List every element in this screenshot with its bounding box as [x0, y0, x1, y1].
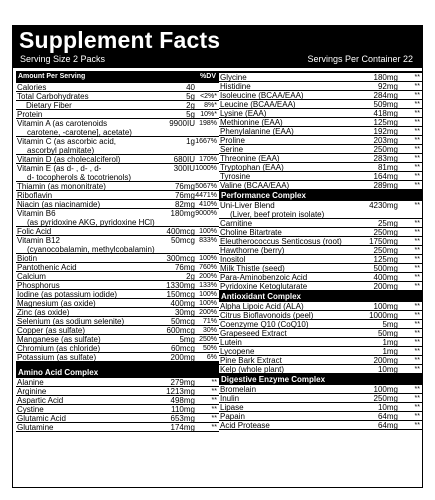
nutrient-row: [219, 385, 422, 394]
nutrient-amount: 110mg: [171, 405, 195, 414]
nutrient-dv: 50%: [202, 345, 217, 352]
nutrient-amount: 5g: [186, 110, 195, 119]
nutrient-name: Dietary Fiber: [26, 101, 72, 110]
nutrient-row: [219, 163, 422, 172]
nutrient-row: [219, 201, 422, 219]
nutrient-dv: 170%: [199, 156, 217, 163]
nutrient-row: [219, 273, 422, 282]
nutrient-name: Alanine: [17, 378, 44, 387]
nutrient-row: [16, 200, 219, 209]
nutrient-row: [16, 92, 219, 101]
nutrient-dv: 410%: [199, 201, 217, 208]
nutrient-amount: 2g: [186, 272, 195, 281]
nutrient-name: Para-Aminobenzoic Acid: [220, 273, 308, 282]
nutrient-row: [16, 335, 219, 344]
nutrient-dv: **: [414, 348, 420, 355]
nutrient-dv: 198%: [199, 120, 217, 127]
nutrient-amount: 180mg: [170, 209, 195, 218]
nutrient-dv: **: [211, 388, 217, 395]
nutrient-row: [219, 172, 422, 181]
nutrient-row: [16, 182, 219, 191]
nutrient-amount: 289mg: [373, 181, 398, 190]
nutrient-row: [219, 356, 422, 365]
nutrient-name: Inositol: [220, 255, 246, 264]
nutrient-name: Iodine (as potassium iodide): [17, 290, 118, 299]
nutrient-amount: 60mcg: [170, 344, 195, 353]
nutrient-amount: 1000mg: [369, 311, 398, 320]
nutrient-amount: 2g: [186, 101, 195, 110]
nutrient-name: Vitamin E (as d- , d- , d-: [17, 164, 102, 173]
nutrient-name: Vitamin C (as ascorbic acid,: [17, 137, 116, 146]
nutrient-name: Proline: [220, 136, 245, 145]
nutrient-dv: 71%: [202, 318, 217, 325]
nutrient-dv: 760%: [199, 264, 217, 271]
nutrient-name: Uni-Liver Blend: [220, 201, 275, 210]
nutrient-row: [16, 272, 219, 281]
nutrient-amount: 203mg: [373, 136, 398, 145]
nutrient-row: [219, 338, 422, 347]
nutrient-row: [219, 394, 422, 403]
nutrient-name: Alpha Lipoic Acid (ALA): [220, 302, 304, 311]
nutrient-dv: 1667%: [195, 138, 217, 145]
nutrient-row: [219, 73, 422, 82]
supplement-facts-panel: [12, 25, 423, 488]
nutrient-dv: <2%*: [200, 93, 217, 100]
panel-title: Supplement Facts: [19, 27, 221, 53]
nutrient-row: [219, 320, 422, 329]
nutrient-dv: **: [211, 406, 217, 413]
nutrient-name-continued: carotene, -carotene], acetate): [27, 128, 132, 137]
nutrient-dv: 833%: [199, 237, 217, 244]
nutrient-dv: **: [414, 256, 420, 263]
nutrient-row: [16, 263, 219, 272]
nutrient-dv: **: [414, 321, 420, 328]
nutrient-name: Lipase: [220, 403, 244, 412]
nutrient-amount: 279mg: [170, 378, 195, 387]
nutrient-dv: 250%: [199, 336, 217, 343]
nutrient-row: [219, 145, 422, 154]
nutrient-name: Arginine: [17, 387, 47, 396]
nutrient-name: Magnesium (as oxide): [17, 299, 96, 308]
nutrient-name: Niacin (as niacinamide): [17, 200, 101, 209]
nutrient-dv: **: [414, 265, 420, 272]
nutrient-dv: 5067%: [195, 183, 217, 190]
nutrient-row: [16, 378, 219, 387]
nutrient-dv: **: [414, 202, 420, 209]
nutrient-name: Inulin: [220, 394, 240, 403]
nutrient-name: Zinc (as oxide): [17, 308, 70, 317]
nutrient-name: Vitamin A (as carotenoids: [17, 119, 108, 128]
nutrient-dv: **: [211, 379, 217, 386]
nutrient-dv: **: [414, 303, 420, 310]
nutrient-row: [219, 264, 422, 273]
nutrient-dv: **: [211, 397, 217, 404]
vitamins-minerals-list: [16, 83, 219, 362]
nutrient-row: [16, 110, 219, 119]
nutrient-row: [16, 353, 219, 362]
nutrient-dv: **: [211, 415, 217, 422]
nutrient-dv: 100%: [199, 228, 217, 235]
nutrient-row: [219, 329, 422, 338]
nutrient-row: [16, 281, 219, 290]
nutrient-dv: **: [414, 229, 420, 236]
nutrient-name: Vitamin B6: [17, 209, 56, 218]
nutrient-row: [16, 405, 219, 414]
left-column: [16, 71, 219, 432]
nutrient-row: [219, 421, 422, 430]
nutrient-row: [219, 100, 422, 109]
nutrient-name: Vitamin D (as cholecalciferol): [17, 155, 121, 164]
nutrient-row: [16, 209, 219, 227]
nutrient-name: Pantothenic Acid: [17, 263, 77, 272]
nutrient-amount: 92mg: [377, 82, 398, 91]
nutrient-name: Riboflavin: [17, 191, 53, 200]
nutrient-amount: 50mcg: [170, 236, 195, 245]
nutrient-dv: 6%: [206, 354, 217, 361]
nutrient-row: [219, 246, 422, 255]
nutrient-amount: 76mg: [174, 263, 195, 272]
nutrient-row: [16, 326, 219, 335]
nutrient-name: Calcium: [17, 272, 46, 281]
panel-header: [13, 26, 422, 68]
nutrient-amount: 125mg: [373, 118, 398, 127]
nutrient-row: [16, 414, 219, 423]
nutrient-name: Selenium (as sodium selenite): [17, 317, 125, 326]
nutrient-dv: **: [414, 155, 420, 162]
nutrient-amount: 1213mg: [166, 387, 195, 396]
nutrient-name: Coenzyme Q10 (CoQ10): [220, 320, 309, 329]
nutrient-row: [16, 396, 219, 405]
nutrient-amount: 64mg: [377, 421, 398, 430]
nutrient-row: [219, 136, 422, 145]
nutrient-name: Copper (as sulfate): [17, 326, 86, 335]
nutrient-dv: 100%: [199, 255, 217, 262]
nutrient-dv: 200%: [199, 309, 217, 316]
nutrient-dv: **: [414, 330, 420, 337]
nutrient-amount: 100mg: [373, 302, 398, 311]
nutrient-amount: 150mcg: [166, 290, 195, 299]
nutrient-amount: 100mg: [373, 385, 398, 394]
nutrient-amount: 1mg: [382, 347, 398, 356]
nutrient-dv: **: [414, 238, 420, 245]
nutrient-row: [219, 181, 422, 190]
nutrient-row: [219, 118, 422, 127]
nutrient-name: Folic Acid: [17, 227, 52, 236]
nutrient-name: Kelp (whole plant): [220, 365, 285, 374]
nutrient-amount: 50mcg: [170, 317, 195, 326]
nutrient-row: [16, 344, 219, 353]
nutrient-amount: 284mg: [373, 91, 398, 100]
nutrient-dv: 200%: [199, 273, 217, 280]
nutrient-name: Carnitine: [220, 219, 253, 228]
nutrient-row: [219, 154, 422, 163]
nutrient-name: Pine Bark Extract: [220, 356, 282, 365]
nutrient-amount: 81mg: [377, 163, 398, 172]
nutrient-row: [219, 302, 422, 311]
nutrient-amount: 250mg: [373, 246, 398, 255]
nutrient-row: [16, 236, 219, 254]
nutrient-amount: 250mg: [373, 228, 398, 237]
nutrient-name: Threonine (EAA): [220, 154, 280, 163]
nutrient-dv: **: [414, 366, 420, 373]
nutrient-dv: **: [414, 110, 420, 117]
nutrient-name: Histidine: [220, 82, 251, 91]
nutrient-row: [16, 164, 219, 182]
nutrient-name: Valine (BCAA/EAA): [220, 181, 290, 190]
nutrient-name: Glycine: [220, 73, 247, 82]
nutrient-row: [16, 137, 219, 155]
nutrient-name: Thiamin (as mononitrate): [17, 182, 106, 191]
nutrient-amount: 509mg: [373, 100, 398, 109]
nutrient-row: [219, 311, 422, 320]
nutrient-dv: **: [414, 119, 420, 126]
nutrient-amount: 283mg: [373, 154, 398, 163]
nutrient-row: [219, 365, 422, 374]
nutrient-row: [219, 412, 422, 421]
amino-acid-list-continued: [219, 73, 422, 190]
nutrient-name: Grapeseed Extract: [220, 329, 287, 338]
nutrient-amount: 400mcg: [166, 227, 195, 236]
nutrient-amount: 300IU: [173, 164, 195, 173]
nutrient-row: [219, 219, 422, 228]
nutrient-dv: **: [414, 339, 420, 346]
nutrient-dv: **: [414, 395, 420, 402]
nutrient-dv: **: [414, 173, 420, 180]
nutrient-name: Lycopene: [220, 347, 255, 356]
nutrient-dv: **: [414, 220, 420, 227]
nutrient-row: [219, 282, 422, 291]
nutrient-dv: **: [414, 101, 420, 108]
nutrient-row: [219, 403, 422, 412]
nutrient-name: Serine: [220, 145, 244, 154]
nutrient-amount: 500mg: [373, 264, 398, 273]
nutrient-name: Aspartic Acid: [17, 396, 64, 405]
nutrient-amount: 5g: [186, 92, 195, 101]
nutrient-name: Potassium (as sulfate): [17, 353, 97, 362]
nutrient-dv: 10%*: [200, 111, 217, 118]
nutrient-name: Papain: [220, 412, 245, 421]
nutrient-amount: 498mg: [170, 396, 195, 405]
nutrient-row: [16, 308, 219, 317]
nutrient-name: Tyrosine: [220, 172, 251, 181]
nutrient-amount: 4230mg: [369, 201, 398, 210]
right-column: [219, 71, 422, 430]
nutrient-row: [16, 317, 219, 326]
nutrient-amount: 1330mg: [166, 281, 195, 290]
nutrient-amount: 680IU: [173, 155, 195, 164]
nutrient-amount: 30mg: [174, 308, 195, 317]
nutrient-dv: **: [414, 312, 420, 319]
nutrient-dv: **: [414, 422, 420, 429]
nutrient-amount: 10mg: [377, 403, 398, 412]
nutrient-name: Hawthorne (berry): [220, 246, 285, 255]
nutrient-row: [16, 299, 219, 308]
amino-section-title: Amino Acid Complex: [16, 367, 219, 378]
nutrient-dv: 30%: [202, 327, 217, 334]
nutrient-dv: **: [414, 283, 420, 290]
nutrient-amount: 400mg: [373, 273, 398, 282]
serving-size: Serving Size 2 Packs: [20, 54, 106, 64]
nutrient-name: Citrus Bioflavonoids (peel): [220, 311, 314, 320]
nutrient-name: Lutein: [220, 338, 242, 347]
amino-acid-list: [16, 378, 219, 432]
nutrient-amount: 1g: [186, 137, 195, 146]
nutrient-name: Phenylalanine (EAA): [220, 127, 294, 136]
nutrient-dv: 1000%: [195, 165, 217, 172]
nutrient-amount: 125mg: [373, 255, 398, 264]
nutrient-dv: 100%: [199, 300, 217, 307]
amount-label: Amount Per Serving: [18, 73, 86, 80]
nutrient-dv: **: [414, 404, 420, 411]
nutrient-row: [219, 91, 422, 100]
nutrient-dv: **: [414, 83, 420, 90]
nutrient-name: Tryptophan (EAA): [220, 163, 284, 172]
nutrient-row: [16, 227, 219, 236]
nutrient-dv: **: [414, 247, 420, 254]
nutrient-row: [16, 155, 219, 164]
nutrient-row: [219, 255, 422, 264]
nutrient-dv: **: [414, 182, 420, 189]
nutrient-name-continued: ascorbyl palmitate): [27, 146, 95, 155]
antioxidant-section-title: Antioxidant Complex: [219, 291, 422, 302]
nutrient-amount: 76mg: [174, 191, 195, 200]
nutrient-amount: 1750mg: [369, 237, 398, 246]
nutrient-name: Eleutherococcus Senticosus (root): [220, 237, 342, 246]
nutrient-amount: 192mg: [373, 127, 398, 136]
dv-label: %DV: [200, 73, 216, 80]
antioxidant-list: [219, 302, 422, 374]
nutrient-amount: 300mcg: [166, 254, 195, 263]
nutrient-name-continued: (Liver, beef protein isolate): [230, 210, 325, 219]
nutrient-amount: 1mg: [382, 338, 398, 347]
nutrient-name: Methionine (EAA): [220, 118, 283, 127]
nutrient-name: Protein: [17, 110, 43, 119]
nutrient-row: [16, 101, 219, 110]
nutrient-amount: 418mg: [373, 109, 398, 118]
nutrient-name: Pyridoxine Ketoglutarate: [220, 282, 308, 291]
servings-per-container: Servings Per Container 22: [307, 54, 413, 64]
nutrient-row: [219, 228, 422, 237]
nutrient-dv: **: [414, 74, 420, 81]
nutrient-name: Calories: [17, 83, 47, 92]
nutrient-amount: 250mg: [373, 145, 398, 154]
nutrient-row: [16, 191, 219, 200]
nutrient-dv: **: [414, 164, 420, 171]
nutrient-dv: 9000%: [195, 210, 217, 217]
nutrient-row: [219, 237, 422, 246]
nutrient-dv: **: [414, 357, 420, 364]
nutrient-amount: 82mg: [174, 200, 195, 209]
nutrient-amount: 200mg: [170, 353, 195, 362]
nutrient-amount: 250mg: [373, 394, 398, 403]
nutrient-dv: **: [211, 424, 217, 431]
nutrient-name: Phosphorus: [17, 281, 60, 290]
nutrient-row: [16, 119, 219, 137]
nutrient-amount: 174mg: [170, 423, 195, 432]
performance-section-title: Performance Complex: [219, 190, 422, 201]
nutrient-row: [16, 254, 219, 263]
nutrient-row: [219, 127, 422, 136]
nutrient-amount: 600mcg: [166, 326, 195, 335]
nutrient-dv: 8%*: [204, 102, 217, 109]
nutrient-dv: **: [414, 146, 420, 153]
nutrient-amount: 653mg: [170, 414, 195, 423]
nutrient-amount: 200mg: [373, 282, 398, 291]
nutrient-row: [219, 109, 422, 118]
nutrient-row: [219, 82, 422, 91]
nutrient-amount: 64mg: [377, 412, 398, 421]
nutrient-name: Bromelain: [220, 385, 257, 394]
nutrient-amount: 9900IU: [169, 119, 195, 128]
nutrient-row: [16, 83, 219, 92]
nutrient-name: Manganese (as sulfate): [17, 335, 101, 344]
nutrient-name: Isoleucine (BCAA/EAA): [220, 91, 304, 100]
nutrient-dv: **: [414, 413, 420, 420]
nutrient-name: Total Carbohydrates: [17, 92, 89, 101]
nutrient-amount: 180mg: [373, 73, 398, 82]
nutrient-amount: 400mg: [170, 299, 195, 308]
nutrient-name: Biotin: [17, 254, 38, 263]
nutrient-dv: 100%: [199, 291, 217, 298]
nutrient-amount: 50mg: [377, 329, 398, 338]
nutrient-amount: 10mg: [377, 365, 398, 374]
nutrient-dv: 133%: [199, 282, 217, 289]
nutrient-name: Glutamic Acid: [17, 414, 66, 423]
digestive-section-title: Digestive Enzyme Complex: [219, 374, 422, 385]
nutrient-name: Leucine (BCAA/EAA): [220, 100, 296, 109]
nutrient-dv: **: [414, 92, 420, 99]
nutrient-dv: 4471%: [195, 192, 217, 199]
nutrient-amount: 76mg: [174, 182, 195, 191]
nutrient-row: [16, 387, 219, 396]
nutrient-name: Glutamine: [17, 423, 54, 432]
nutrient-name: Vitamin B12: [17, 236, 60, 245]
nutrient-row: [16, 290, 219, 299]
amount-per-serving-bar: [16, 71, 219, 83]
nutrient-name-continued: d- tocopherols & tocotrienols): [27, 173, 132, 182]
performance-list: [219, 201, 422, 291]
nutrient-amount: 25mg: [377, 219, 398, 228]
digestive-list: [219, 385, 422, 430]
nutrient-amount: 200mg: [373, 356, 398, 365]
nutrient-name: Milk Thistle (seed): [220, 264, 285, 273]
nutrient-name: Chromium (as chloride): [17, 344, 101, 353]
nutrient-name: Cystine: [17, 405, 44, 414]
nutrient-dv: **: [414, 386, 420, 393]
nutrient-name-continued: (as pyridoxine AKG, pyridoxine HCl): [27, 218, 155, 227]
nutrient-row: [219, 347, 422, 356]
nutrient-dv: **: [414, 274, 420, 281]
nutrient-amount: 5mg: [179, 335, 195, 344]
nutrient-amount: 40: [186, 83, 195, 92]
nutrient-dv: **: [414, 128, 420, 135]
nutrient-name-continued: (cyanocobalamin, methylcobalamin): [27, 245, 155, 254]
nutrient-amount: 5mg: [382, 320, 398, 329]
nutrient-dv: **: [414, 137, 420, 144]
nutrient-name: Acid Protease: [220, 421, 270, 430]
nutrient-name: Lysine (EAA): [220, 109, 267, 118]
nutrient-amount: 164mg: [373, 172, 398, 181]
nutrient-name: Choline Bitartrate: [220, 228, 282, 237]
nutrient-row: [16, 423, 219, 432]
